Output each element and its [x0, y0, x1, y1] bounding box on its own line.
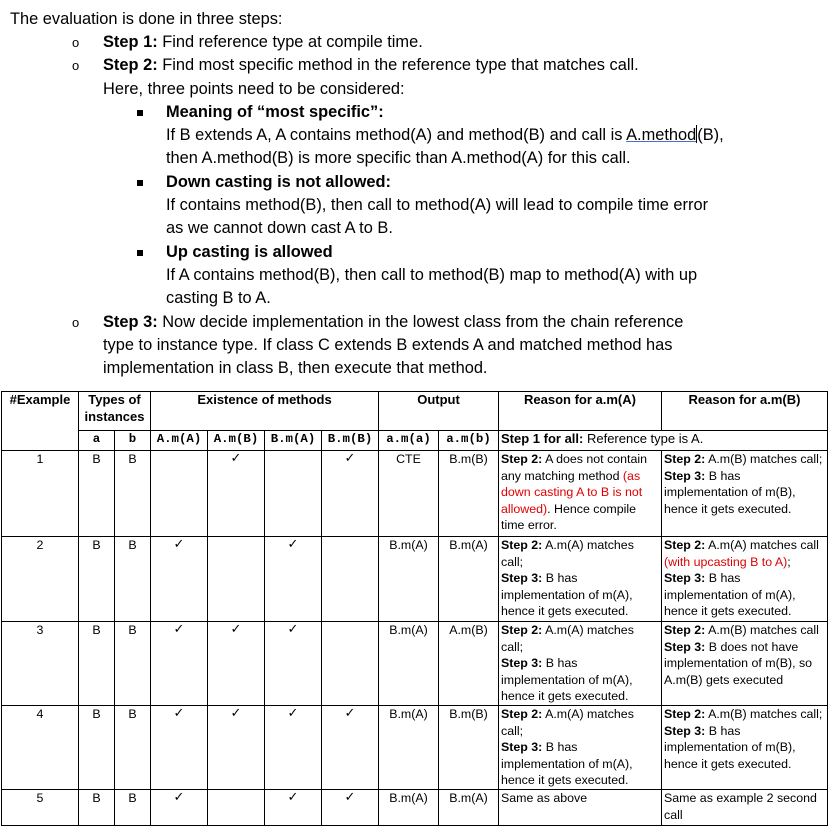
sub-point-text: (B),: [697, 126, 724, 145]
subheader-cell: A.m(B): [208, 431, 265, 451]
reason-text: B does not have implementation of m(B), so A.m(B) gets executed: [664, 639, 813, 687]
check-mark-icon: ✓: [151, 789, 208, 825]
empty-cell: [208, 537, 265, 622]
table-subheader-row: [2, 431, 828, 451]
header-reason-a: Reason for a.m(A): [499, 392, 662, 431]
empty-cell: [322, 622, 379, 706]
type-a: B: [79, 705, 115, 789]
check-mark-icon: ✓: [265, 705, 322, 789]
reason-text: ;: [787, 554, 791, 569]
step-label: Step 2:: [103, 56, 158, 75]
step-label: Step 3:: [501, 656, 543, 671]
step-label: Step 3:: [501, 740, 543, 755]
example-number: 4: [2, 705, 79, 789]
step-label: Step 2:: [664, 452, 706, 466]
type-b: B: [115, 622, 151, 706]
check-mark-icon: ✓: [322, 789, 379, 825]
square-bullet-icon: [137, 180, 143, 186]
step-label: Step 2:: [664, 623, 706, 637]
check-mark-icon: ✓: [151, 537, 208, 622]
output-a: B.m(A): [379, 537, 439, 622]
hollow-bullet-icon: o: [72, 314, 80, 330]
check-mark-icon: ✓: [322, 705, 379, 789]
table-row: [2, 705, 828, 789]
reason-text: B has implementation of m(B), hence it gets executed.: [664, 468, 796, 516]
square-bullet-icon: [137, 250, 143, 256]
reason-a: [499, 451, 662, 537]
check-mark-icon: ✓: [265, 789, 322, 825]
output-b: A.m(B): [439, 622, 499, 706]
check-mark-icon: ✓: [208, 705, 265, 789]
reason-b: Same as example 2 second call: [662, 789, 828, 825]
check-mark-icon: ✓: [208, 622, 265, 706]
step-label: Step 3:: [501, 571, 543, 586]
output-a: B.m(A): [379, 789, 439, 825]
sub-point-list: [103, 101, 832, 311]
table-row: [2, 622, 828, 706]
check-mark-icon: ✓: [151, 622, 208, 706]
check-mark-icon: ✓: [208, 451, 265, 537]
sub-point-down-casting: [0, 171, 832, 241]
subheader-cell: a: [79, 431, 115, 451]
reason-a: [499, 705, 662, 789]
header-types: Types of instances: [79, 392, 151, 431]
reason-b: [662, 537, 828, 622]
step1-text: Reference type is A.: [583, 431, 704, 446]
step-label: Step 3:: [664, 571, 706, 586]
reason-b: [662, 705, 828, 789]
step-label: Step 2:: [501, 538, 543, 552]
reason-b: [662, 451, 828, 537]
table-row: [2, 451, 828, 537]
method-reference: A.method: [626, 126, 697, 145]
header-reason-b: Reason for a.m(B): [662, 392, 828, 431]
reason-text: A.m(A) matches call: [705, 538, 819, 552]
example-number: 2: [2, 537, 79, 622]
reason-a: Same as above: [499, 789, 662, 825]
step-1: [0, 31, 832, 54]
output-b: B.m(B): [439, 705, 499, 789]
sub-point-text: then A.method(B) is more specific than A.method(A) for this call.: [166, 149, 631, 168]
sub-point-text: casting B to A.: [166, 289, 271, 308]
sub-point-title: Up casting is allowed: [166, 242, 333, 261]
subheader-cell: a.m(b): [439, 431, 499, 451]
type-b: B: [115, 705, 151, 789]
step-label: Step 3:: [664, 468, 706, 483]
examples-table: [1, 391, 828, 826]
reason-text: B has implementation of m(A), hence it gets executed.: [501, 571, 633, 619]
sub-point-text: as we cannot down cast A to B.: [166, 219, 393, 238]
output-b: B.m(B): [439, 451, 499, 537]
example-number: 5: [2, 789, 79, 825]
subheader-cell: b: [115, 431, 151, 451]
reason-text: A.m(A) matches call;: [501, 538, 634, 569]
subheader-cell: B.m(B): [322, 431, 379, 451]
step-text-line3: implementation in class B, then execute that method.: [103, 359, 488, 378]
step-label: Step 2:: [501, 623, 543, 637]
step-text: Find most specific method in the reference type that matches call.: [157, 56, 639, 75]
check-mark-icon: ✓: [265, 537, 322, 622]
type-a: B: [79, 789, 115, 825]
header-example: #Example: [2, 392, 79, 451]
type-b: B: [115, 537, 151, 622]
reason-text: B has implementation of m(A), hence it gets executed.: [664, 571, 796, 619]
type-a: B: [79, 451, 115, 537]
step-label: Step 2:: [664, 706, 706, 721]
type-a: B: [79, 622, 115, 706]
sub-point-text: If contains method(B), then call to method(A) will lead to compile time error: [166, 196, 709, 215]
reason-text: A.m(A) matches call;: [501, 623, 634, 654]
reason-text: . Hence compile time error.: [501, 501, 636, 533]
example-number: 1: [2, 451, 79, 537]
reason-text: A.m(B) matches call;: [705, 452, 823, 466]
step-text: Find reference type at compile time.: [157, 33, 423, 51]
check-mark-icon: ✓: [322, 451, 379, 537]
type-b: B: [115, 789, 151, 825]
intro-text: The evaluation is done in three steps:: [10, 10, 283, 28]
step1-label: Step 1 for all:: [501, 431, 584, 446]
step-list: [0, 31, 832, 380]
reason-text: B has implementation of m(A), hence it gets executed.: [501, 656, 633, 704]
reason-a: [499, 622, 662, 706]
step-label: Step 2:: [664, 538, 706, 552]
empty-cell: [265, 451, 322, 537]
table-header-row: [2, 392, 828, 431]
check-mark-icon: ✓: [151, 705, 208, 789]
subheader-cell: a.m(a): [379, 431, 439, 451]
step-2: [0, 54, 832, 310]
step-label: Step 2:: [501, 706, 543, 721]
empty-cell: [208, 789, 265, 825]
subheader-cell: B.m(A): [265, 431, 322, 451]
type-a: B: [79, 537, 115, 622]
sub-point-text: If A contains method(B), then call to method(B) map to method(A) with up: [166, 265, 698, 284]
reason-b: [662, 622, 828, 706]
empty-cell: [322, 537, 379, 622]
step1-note: [499, 431, 828, 451]
header-output: Output: [379, 392, 499, 431]
reason-text: A.m(B) matches call: [705, 623, 819, 637]
step-label: Step 3:: [103, 312, 158, 331]
check-mark-icon: ✓: [265, 622, 322, 706]
table-row: [2, 789, 828, 825]
table-row: [2, 537, 828, 622]
step-label: Step 1:: [103, 33, 158, 51]
step-label: Step 2:: [501, 452, 543, 466]
step-text-line2: type to instance type. If class C extends B extends A and matched method has: [103, 335, 673, 354]
step-label: Step 3:: [664, 723, 706, 738]
hollow-bullet-icon: o: [72, 58, 80, 74]
step-text-line2: Here, three points need to be considered:: [103, 79, 405, 98]
reason-text: A.m(A) matches call;: [501, 706, 634, 738]
step-text: Now decide implementation in the lowest class from the chain reference: [157, 312, 684, 331]
sub-point-up-casting: [0, 241, 832, 311]
reason-text: A does not contain any matching method: [501, 452, 648, 483]
example-number: 3: [2, 622, 79, 706]
output-b: B.m(A): [439, 537, 499, 622]
step-label: Step 3:: [664, 639, 706, 654]
sub-point-text: If B extends A, A contains method(A) and method(B) and call is: [166, 126, 627, 145]
header-existence: Existence of methods: [151, 392, 379, 431]
sub-point-title: Down casting is not allowed:: [166, 172, 391, 191]
reason-text: B has implementation of m(B), hence it gets executed.: [664, 723, 796, 771]
reason-text: B has implementation of m(A), hence it gets executed.: [501, 740, 633, 788]
sub-point-title: Meaning of “most specific”:: [166, 102, 384, 121]
reason-text: A.m(B) matches call;: [705, 706, 823, 721]
subheader-cell: A.m(A): [151, 431, 208, 451]
hollow-bullet-icon: o: [72, 35, 80, 50]
empty-cell: [151, 451, 208, 537]
reason-highlight: (with upcasting B to A): [664, 554, 788, 569]
step-3: [0, 311, 832, 381]
output-a: CTE: [379, 451, 439, 537]
type-b: B: [115, 451, 151, 537]
reason-a: [499, 537, 662, 622]
output-a: B.m(A): [379, 622, 439, 706]
sub-point-most-specific: [0, 101, 832, 171]
reason-highlight: (as down casting A to B is not allowed): [501, 468, 643, 516]
square-bullet-icon: [137, 110, 143, 116]
output-a: B.m(A): [379, 705, 439, 789]
output-b: B.m(A): [439, 789, 499, 825]
